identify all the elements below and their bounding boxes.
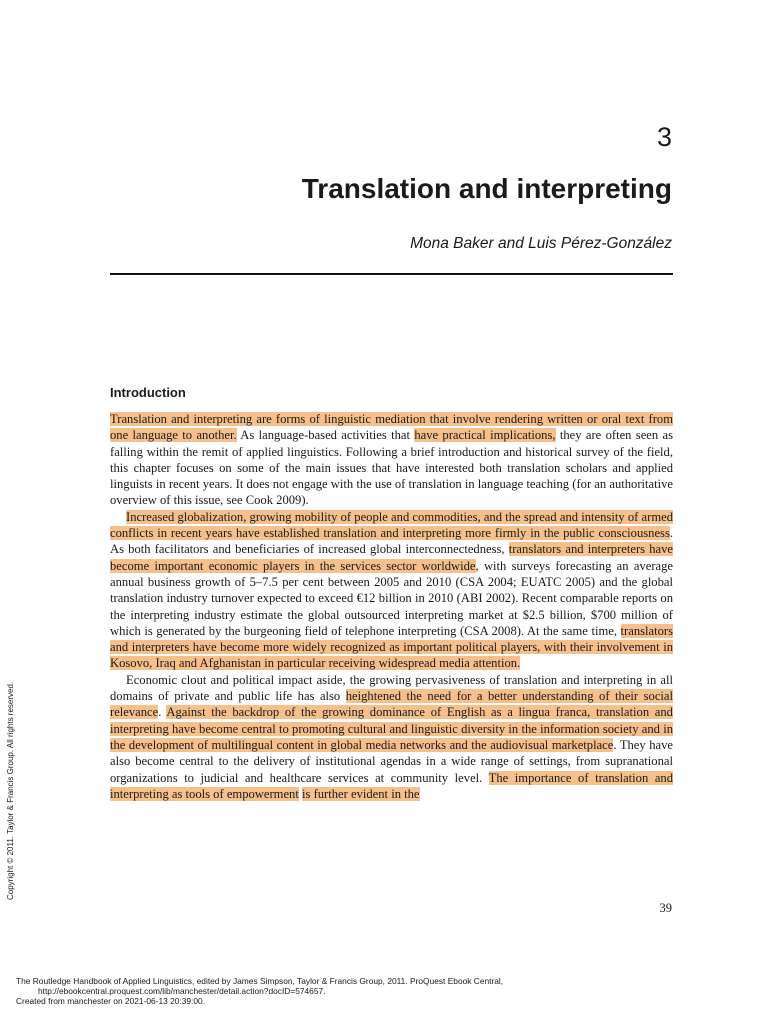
text-run: .	[158, 705, 167, 720]
highlighted-text[interactable]: heightened the need for a better understanding of their social relevance	[110, 689, 674, 720]
text-run: Economic clout and political impact aside, the growing pervasiveness of translation and interpreting in all domains of private and public life has also	[110, 672, 673, 704]
footer-citation	[16, 976, 756, 1006]
side-copyright-notice: Copyright © 2011. Taylor & Francis Group. All rights reserved.	[6, 681, 15, 900]
text-run: As language-based activities that	[236, 428, 415, 443]
highlighted-text[interactable]: translators and interpreters have become more widely recognized as important political players, with their involvement in Kosovo, Iraq and Afghanistan in particular receiving widespread media attention.	[110, 623, 673, 671]
footer-line-1: The Routledge Handbook of Applied Linguistics, edited by James Simpson, Taylor & Francis Group, 2011. ProQuest Ebook Central,	[16, 976, 504, 986]
body-text	[110, 411, 673, 802]
text-run: , with surveys forecasting an average annual business growth of 5–7.5 per cent between 2005 and 2010 (CSA 2004; EUATC 2005) and the global translation industry turnover expected to exceed €12 billion in 2010 (ABI 2002). Recent comparable reports on the interpreting industry estimate the global outsourced interpreting market at $2.5 billion, $700 million of which is generated by the burgeoning field of telephone interpreting (CSA 2008). At the same time,	[110, 558, 673, 638]
highlighted-text[interactable]: have practical implications,	[414, 428, 556, 443]
footer-url-link[interactable]: http://ebookcentral.proquest.com/lib/manchester/detail.action?docID=574657.	[38, 986, 326, 996]
title-rule	[110, 273, 673, 275]
paragraph[interactable]	[110, 411, 673, 509]
footer-line-3: Created from manchester on 2021-06-13 20:39:00.	[16, 996, 206, 1006]
chapter-authors: Mona Baker and Luis Pérez-González	[410, 235, 672, 252]
chapter-title: Translation and interpreting	[301, 173, 672, 204]
text-run: they are often seen as falling within the remit of applied linguistics. Following a brief introduction and historical survey of the field, this chapter focuses on some of the main issues that have interested both translation scholars and applied linguists in recent years. It does not engage with the use of translation in language teaching (for an authoritative overview of this issue, see Cook 2009).	[110, 428, 673, 508]
highlighted-text[interactable]: Against the backdrop of the growing dominance of English as a lingua franca, translation and interpreting have become central to promoting cultural and linguistic diversity in the information society and in the development of multilingual content in global media networks and the audiovisual marketplace	[110, 705, 673, 752]
page-number: 39	[659, 901, 672, 915]
paragraph[interactable]	[110, 672, 673, 802]
highlighted-text[interactable]: translators and interpreters have become important economic players in the services sector worldwide	[110, 542, 673, 573]
section-heading: Introduction	[110, 385, 186, 400]
highlighted-text[interactable]: is further evident in the	[302, 786, 420, 801]
highlighted-text[interactable]: Translation and interpreting are forms of linguistic mediation that involve rendering written or oral text from one language to another.	[110, 412, 673, 443]
text-run: . They have also become central to the delivery of institutional agendas in a wide range of settings, from supranational organizations to judicial and healthcare services at community level.	[110, 737, 673, 785]
paragraph[interactable]	[110, 509, 673, 672]
text-run: . As both facilitators and beneficiaries of increased global interconnectedness,	[110, 526, 673, 557]
highlighted-text[interactable]: Increased globalization, growing mobility of people and commodities, and the spread and intensity of armed conflicts in recent years have established translation and interpreting more firmly in the public consciousness	[110, 509, 673, 541]
chapter-number: 3	[656, 122, 672, 152]
highlighted-text[interactable]: The importance of translation and interpreting as tools of empowerment	[110, 770, 673, 801]
